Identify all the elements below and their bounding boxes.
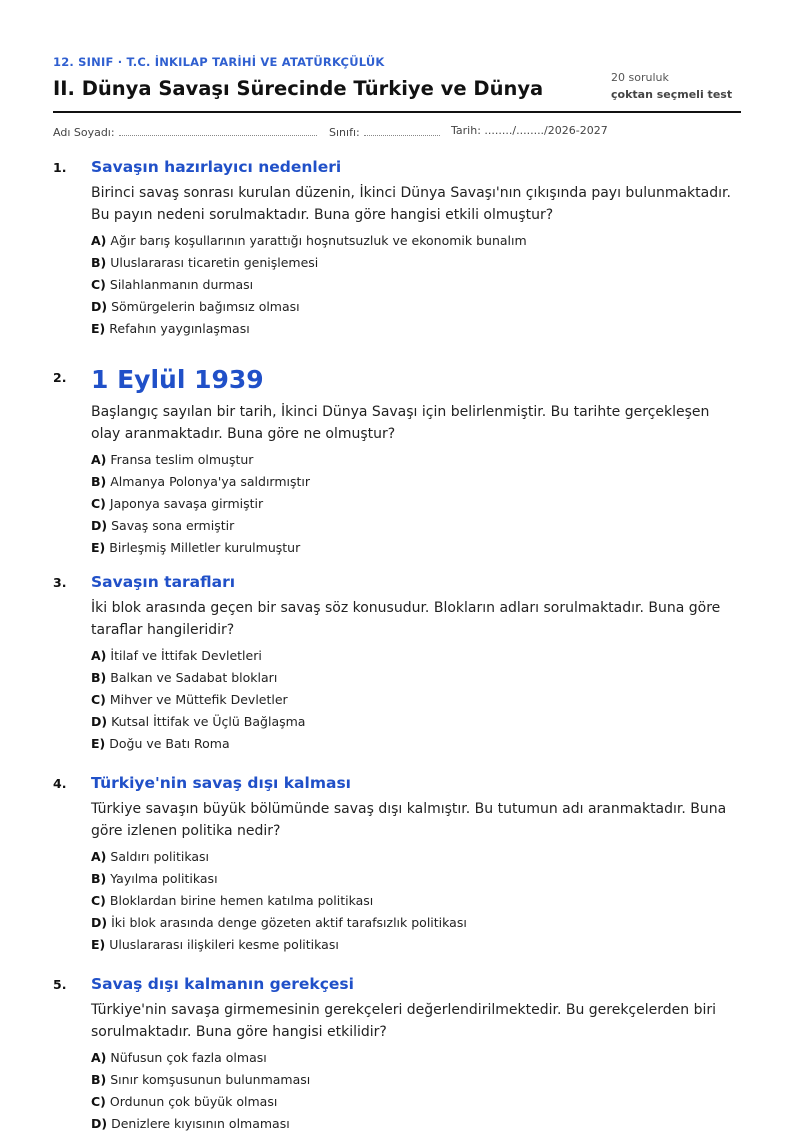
option-item: [91, 296, 741, 318]
option-text: Birleşmiş Milletler kurulmuştur: [109, 540, 301, 555]
option-label: D): [91, 299, 108, 314]
option-label: C): [91, 277, 106, 292]
question-text: Başlangıç sayılan bir tarih, İkinci Dünya Savaşı için belirlenmiştir. Bu tarihte gerçekleşen olay aranmaktadır. Buna göre ne olmuştur?: [91, 404, 710, 442]
header-divider: [53, 111, 741, 113]
option-text: Saldırı politikası: [110, 849, 210, 864]
option-item: [91, 890, 741, 912]
question-item: [53, 974, 741, 1135]
option-item: [91, 515, 741, 537]
option-item: [91, 449, 741, 471]
question-text: Birinci savaş sonrası kurulan düzenin, İkinci Dünya Savaşı'nın çıkışında payı bulunmaktadır. Bu payın nedeni sorulmaktadır. Buna göre hangisi etkili olmuştur?: [91, 185, 731, 223]
option-item: [91, 1069, 741, 1091]
question-item: [53, 572, 741, 773]
option-label: E): [91, 937, 106, 952]
option-label: A): [91, 849, 107, 864]
option-list: [91, 1047, 741, 1135]
option-text: Denizlere kıyısının olmaması: [111, 1116, 290, 1131]
name-field-label: Adı Soyadı:: [53, 126, 115, 139]
question-text: İki blok arasında geçen bir savaş söz konusudur. Blokların adları sorulmaktadır. Buna göre taraflar hangileridir?: [91, 600, 721, 638]
question-item: [53, 157, 741, 364]
option-item: [91, 537, 741, 559]
class-field: [329, 124, 440, 139]
question-title: Savaşın tarafları: [91, 573, 236, 591]
option-item: [91, 1047, 741, 1069]
question-title: Savaş dışı kalmanın gerekçesi: [91, 975, 354, 993]
question-number: 3.: [53, 575, 67, 590]
option-item: [91, 846, 741, 868]
option-label: A): [91, 648, 107, 663]
page-title: II. Dünya Savaşı Sürecinde Türkiye ve Dünya: [53, 77, 544, 100]
option-list: [91, 230, 741, 340]
option-text: Uluslararası ticaretin genişlemesi: [110, 255, 319, 270]
question-number: 5.: [53, 977, 67, 992]
option-label: E): [91, 736, 106, 751]
option-label: A): [91, 233, 107, 248]
question-list: [53, 157, 741, 1135]
option-item: [91, 1091, 741, 1113]
option-text: Mihver ve Müttefik Devletler: [109, 692, 288, 707]
option-item: [91, 1113, 741, 1135]
date-field-value: ......../......../2026-2027: [484, 124, 608, 137]
option-text: Silahlanmanın durması: [109, 277, 254, 292]
option-label: B): [91, 871, 107, 886]
option-item: [91, 711, 741, 733]
option-text: Refahın yaygınlaşması: [109, 321, 250, 336]
option-item: [91, 471, 741, 493]
question-title: Türkiye'nin savaş dışı kalması: [91, 774, 351, 792]
option-list: [91, 449, 741, 559]
option-item: [91, 689, 741, 711]
question-text: Türkiye savaşın büyük bölümünde savaş dışı kalmıştır. Bu tutumun adı aranmaktadır. Buna göre izlenen politika nedir?: [91, 801, 727, 839]
option-label: A): [91, 452, 107, 467]
option-label: E): [91, 540, 106, 555]
question-item: [53, 364, 741, 572]
option-text: Doğu ve Batı Roma: [109, 736, 230, 751]
option-item: [91, 733, 741, 755]
option-text: Nüfusun çok fazla olması: [110, 1050, 267, 1065]
option-label: B): [91, 670, 107, 685]
option-label: C): [91, 496, 106, 511]
option-text: Fransa teslim olmuştur: [110, 452, 254, 467]
question-number: 1.: [53, 160, 67, 175]
option-text: İki blok arasında denge gözeten aktif tarafsızlık politikası: [111, 915, 467, 930]
option-label: B): [91, 474, 107, 489]
option-text: Sınır komşusunun bulunmaması: [110, 1072, 311, 1087]
option-text: Uluslararası ilişkileri kesme politikası: [109, 937, 339, 952]
question-text: Türkiye'nin savaşa girmemesinin gerekçeleri değerlendirilmektedir. Bu gerekçelerden biri sorulmaktadır. Buna göre hangisi etkilidir?: [91, 1002, 717, 1040]
option-text: Ağır barış koşullarının yarattığı hoşnutsuzluk ve ekonomik bunalım: [110, 233, 527, 248]
option-item: [91, 934, 741, 956]
option-item: [91, 230, 741, 252]
option-label: C): [91, 1094, 106, 1109]
class-field-label: Sınıfı:: [329, 126, 360, 139]
option-text: Sömürgelerin bağımsız olması: [111, 299, 300, 314]
course-kicker: 12. SINIF · T.C. İNKILAP TARİHİ VE ATATÜRKÇÜLÜK: [53, 55, 385, 69]
option-text: Ordunun çok büyük olması: [109, 1094, 278, 1109]
option-label: B): [91, 1072, 107, 1087]
option-label: D): [91, 518, 108, 533]
option-text: Japonya savaşa girmiştir: [109, 496, 264, 511]
name-field-line: [119, 124, 317, 136]
option-label: C): [91, 692, 106, 707]
question-title: 1 Eylül 1939: [91, 365, 264, 394]
option-item: [91, 868, 741, 890]
question-count: 20 soruluk: [611, 71, 669, 84]
test-type: çoktan seçmeli test: [611, 88, 733, 101]
option-item: [91, 667, 741, 689]
question-number: 2.: [53, 370, 67, 385]
option-item: [91, 252, 741, 274]
option-label: B): [91, 255, 107, 270]
class-field-line: [364, 124, 440, 136]
option-list: [91, 846, 741, 956]
option-item: [91, 912, 741, 934]
option-text: Yayılma politikası: [110, 871, 218, 886]
option-label: D): [91, 714, 108, 729]
name-field: [53, 124, 317, 139]
option-text: Almanya Polonya'ya saldırmıştır: [110, 474, 311, 489]
option-text: Savaş sona ermiştir: [111, 518, 235, 533]
option-label: C): [91, 893, 106, 908]
question-title: Savaşın hazırlayıcı nedenleri: [91, 158, 342, 176]
option-label: A): [91, 1050, 107, 1065]
option-item: [91, 274, 741, 296]
question-item: [53, 773, 741, 974]
option-list: [91, 645, 741, 755]
option-text: Kutsal İttifak ve Üçlü Bağlaşma: [111, 714, 306, 729]
test-meta: [611, 71, 741, 101]
option-text: Bloklardan birine hemen katılma politikası: [109, 893, 374, 908]
option-label: E): [91, 321, 106, 336]
option-item: [91, 318, 741, 340]
option-label: D): [91, 915, 108, 930]
date-field-label: Tarih:: [451, 124, 481, 137]
date-field: [451, 124, 608, 137]
option-item: [91, 645, 741, 667]
option-label: D): [91, 1116, 108, 1131]
option-text: Balkan ve Sadabat blokları: [110, 670, 278, 685]
option-item: [91, 493, 741, 515]
option-text: İtilaf ve İttifak Devletleri: [110, 648, 262, 663]
question-number: 4.: [53, 776, 67, 791]
